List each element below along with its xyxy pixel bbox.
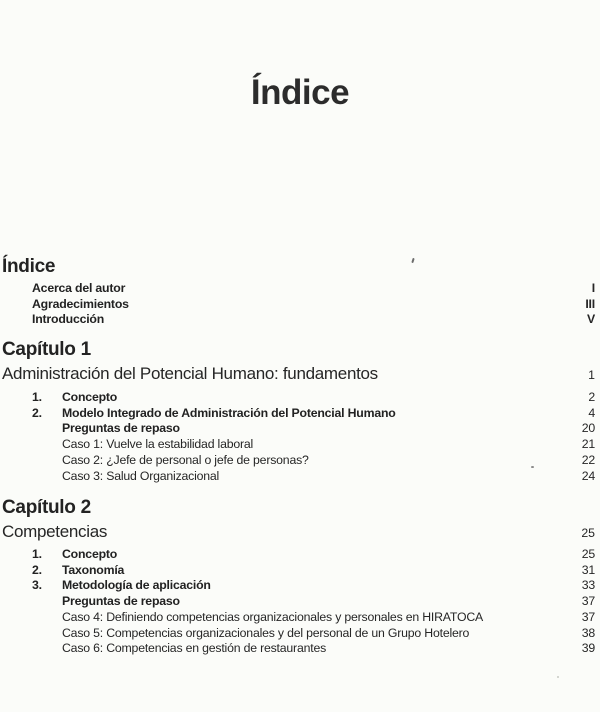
toc-entry-number: 1. <box>32 547 42 561</box>
toc-entry-number: 2. <box>32 562 42 577</box>
toc-item-list <box>2 281 595 328</box>
toc-entry-label: Modelo Integrado de Administración del Potencial Humano <box>62 405 396 420</box>
toc-entry-label: Preguntas de repaso <box>62 594 180 609</box>
toc-entry-label: Caso 4: Definiendo competencias organizacionales y personales en HIRATOCA <box>62 609 484 624</box>
toc-section-front-matter <box>2 256 595 328</box>
toc-entry-label: Metodología de aplicación <box>62 578 211 593</box>
toc-row <box>2 453 595 469</box>
toc-entry-number: 1. <box>32 390 42 404</box>
toc-page-number: 33 <box>581 578 595 593</box>
toc-row <box>2 421 595 437</box>
toc-page-number: 2 <box>588 390 595 404</box>
toc-page-number: 22 <box>581 452 595 467</box>
toc-row <box>2 312 595 328</box>
toc-row <box>2 641 595 657</box>
toc-row <box>2 406 595 422</box>
toc-page-number: V <box>586 312 595 327</box>
toc-entry-label: Caso 6: Competencias en gestión de restaurantes <box>62 641 327 656</box>
toc-page-number: 1 <box>588 368 595 382</box>
section-heading: Índice <box>2 256 56 277</box>
chapter-title: Competencias <box>2 522 108 541</box>
toc-entry-label: Concepto <box>62 390 118 404</box>
chapter-title: Administración del Potencial Humano: fundamentos <box>2 364 378 383</box>
chapter-title-row <box>2 521 595 542</box>
toc-item-list <box>2 547 595 657</box>
toc-page-number: III <box>585 296 595 311</box>
toc-page-number: 24 <box>581 468 595 483</box>
toc-page-number: 4 <box>588 405 595 420</box>
toc-page-number: 37 <box>581 594 595 609</box>
toc-page-number: 25 <box>581 547 595 561</box>
toc-item-list <box>2 390 595 484</box>
toc-entry-label: Caso 2: ¿Jefe de personal o jefe de personas? <box>62 452 309 467</box>
toc-entry-label: Caso 1: Vuelve la estabilidad laboral <box>62 437 254 452</box>
toc-row <box>2 594 595 610</box>
toc-row <box>2 610 595 626</box>
toc-row <box>2 390 595 406</box>
toc-entry-label: Acerca del autor <box>32 281 126 295</box>
toc-row <box>2 626 595 642</box>
toc-page-number: I <box>591 281 595 295</box>
toc-page-number: 31 <box>581 562 595 577</box>
toc-row <box>2 578 595 594</box>
page-title: Índice <box>250 73 350 113</box>
toc-entry-label: Agradecimientos <box>32 296 129 311</box>
section-heading: Capítulo 2 <box>2 497 91 518</box>
toc-row <box>2 547 595 563</box>
toc-row <box>2 563 595 579</box>
toc-entry-number: 3. <box>32 578 42 593</box>
toc-page-number: 20 <box>581 421 595 436</box>
scan-speck <box>557 676 559 678</box>
toc-row <box>2 281 595 297</box>
toc-row <box>2 437 595 453</box>
toc-entry-label: Caso 3: Salud Organizacional <box>62 468 220 483</box>
toc-row <box>2 469 595 485</box>
toc-entry-label: Concepto <box>62 547 118 561</box>
toc-entry-label: Preguntas de repaso <box>62 421 180 436</box>
toc-entry-label: Taxonomía <box>62 562 125 577</box>
toc-entry-number: 2. <box>32 405 42 420</box>
section-heading: Capítulo 1 <box>2 339 91 360</box>
toc-section-chapter-1 <box>2 339 595 484</box>
toc-entry-label: Caso 5: Competencias organizacionales y del personal de un Grupo Hotelero <box>62 625 470 640</box>
toc-page-number: 37 <box>581 609 595 624</box>
toc-page-number: 39 <box>581 641 595 656</box>
toc-page-number: 25 <box>581 526 595 540</box>
chapter-title-row <box>2 363 595 384</box>
toc-entry-label: Introducción <box>32 312 105 327</box>
scan-speck <box>531 466 534 468</box>
toc-page-number: 21 <box>581 437 595 452</box>
toc-section-chapter-2 <box>2 497 595 657</box>
toc-page-number: 38 <box>581 625 595 640</box>
toc-row <box>2 297 595 313</box>
